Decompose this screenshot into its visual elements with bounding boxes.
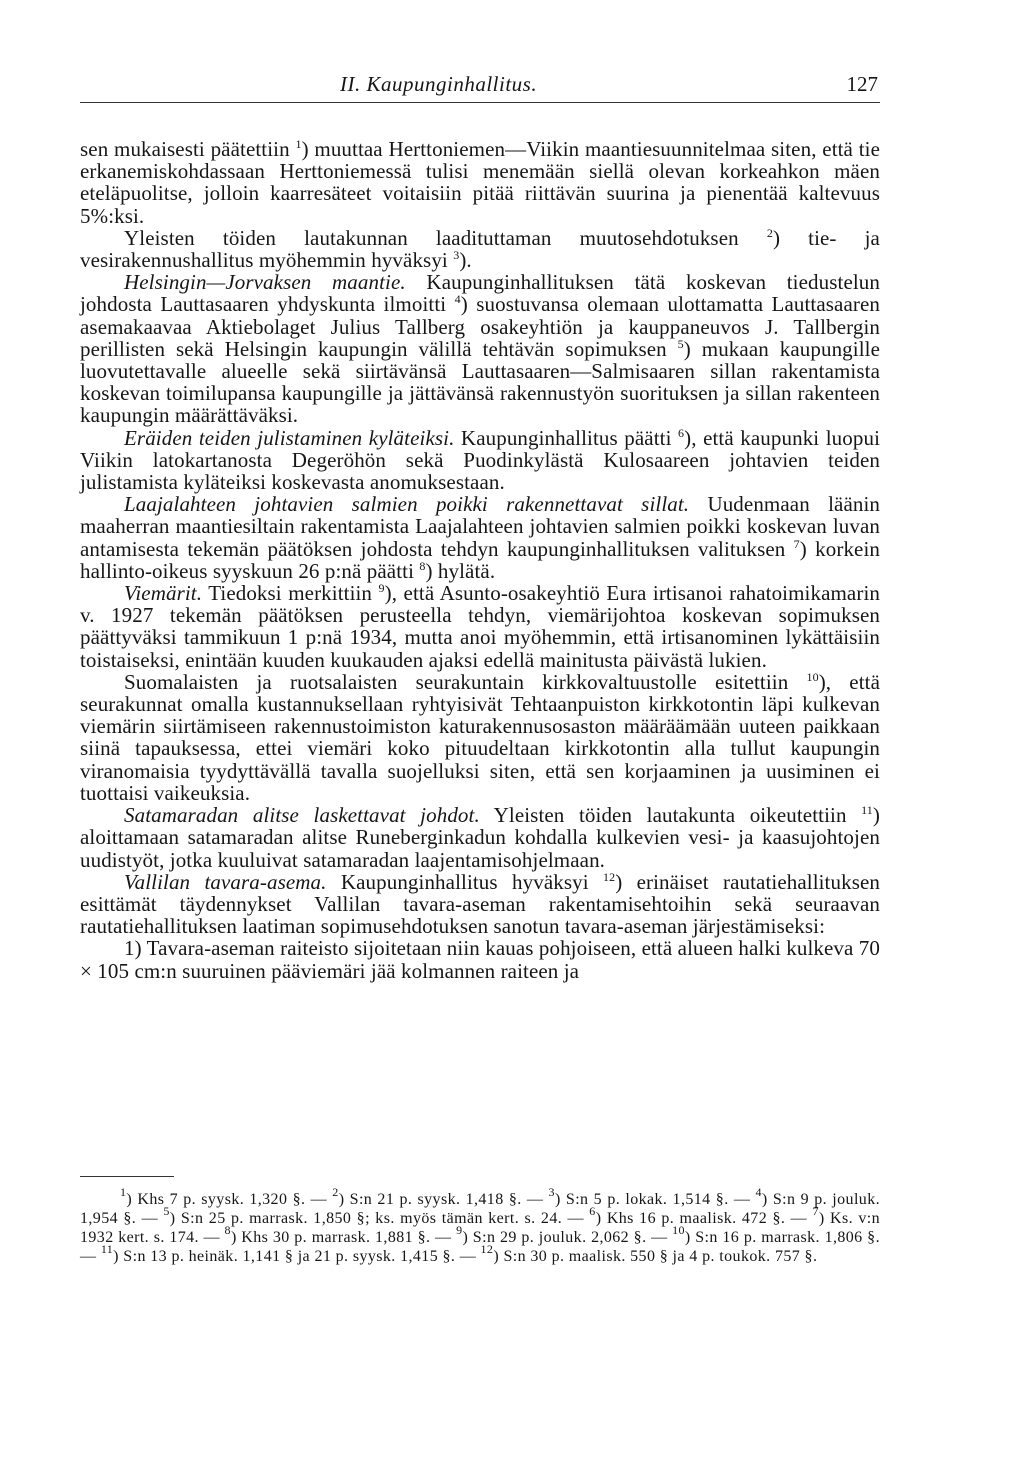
paragraph [80,804,880,871]
paragraph-text: ) hylätä. [425,558,496,583]
paragraph-text: ) aloittamaan satamaradan alitse Runeberginkadun kohdalla kulkevien vesi- ja kaasujohtojen uudistyöt, jotka kuuluivat satamaradan laajentamisohjelmaan. [80,803,880,872]
paragraph-text: ), että kaupunki luopui Viikin latokartanosta Degeröhön sekä Puodinkylästä Kulosaareen johtavien teiden julistamista kyläteiksi koskevasta anomuksestaan. [80,425,881,495]
running-header [80,72,880,103]
footnote: $^4$) S:n 9 p. jouluk. 1,954 §. — [80,1185,880,1227]
paragraph-text: ), että seurakunnat omalla kustannuksellaan ryhtyisivät Tehtaanpuiston kirkkotontin läpi kulkevan viemärin siirtämiseen rakennustoimiston katurakennusosaston määräämään uuteen paikkaan siinä tapauksessa, ettei viemäri koko pituudeltaan kirkkotontin alla tullut kaupungin viranomaisia tyydyttävällä tavalla suojelluksi siten, että sen korjaaminen ja uusiminen ei tuottaisi vaikeuksia. [80,669,880,805]
paragraph [80,271,880,426]
footnote: $^8$) Khs 30 p. marrask. 1,881 §. — [224,1223,457,1246]
paragraph [80,671,880,804]
paragraph-text: ) tie- ja vesirakennushallitus myöhemmin hyväksyi [80,225,880,273]
footnote-ref: 10 [806,669,819,684]
footnote-ref: 3 [453,248,460,263]
footnote: $^5$) S:n 25 p. marrask. 1,850 §; ks. myös tämän kert. s. 24. — [163,1204,590,1227]
section-heading: Vallilan tavara-asema. [124,869,327,894]
paragraph-text: Yleisten töiden lautakunta oikeutettiin [479,803,862,828]
section-heading: Viemärit. [124,581,203,606]
body-text [80,138,880,982]
section-heading: Satamaradan alitse laskettavat johdot. [124,803,480,828]
paragraph-text: ), että Asunto-osakeyhtiö Eura irtisanoi rahatoimikamarin v. 1927 tekemän päätöksen perusteella tehdyn, viemärijohtoa koskevan sopimuksen päättyväksi tammikuun 1 p:nä 1934, mutta anoi myöhemmin, että irtisanominen lykättäisiin toistaiseksi, enintään kuuden kuukauden ajaksi edellä mainitusta päivästä lukien. [80,581,880,672]
footnote-ref: 4 [454,292,461,307]
chapter-title: II. Kaupunginhallitus. [340,72,538,96]
footnote: $^1$) Khs 7 p. syysk. 1,320 §. — [120,1185,333,1208]
paragraph [80,138,880,227]
footnote: $^{11}$) S:n 13 p. heinäk. 1,141 § ja 21 p. syysk. 1,415 §. — [100,1242,481,1265]
paragraph-text: ) mukaan kaupungille luovutettavalle alueelle sekä siirtävänsä Lauttasaaren—Salmisaaren sillan rakentamista koskevan toimilupansa kaupungille ja jättävänsä rakennustyön suorituksen ja sillan rakenteen kaupungin määrättäväksi. [80,336,880,428]
paragraph-text: Yleisten töiden lautakunnan laadituttaman muutosehdotuksen [124,225,767,250]
paragraph-text: Kaupunginhallituksen tätä koskevan tiedustelun johdosta Lauttasaaren yhdyskunta ilmoitti [80,270,880,317]
footnote: $^9$) S:n 29 p. jouluk. 2,062 §. — [456,1223,673,1246]
footnote-divider [80,1176,174,1177]
footnote-block [80,1185,880,1266]
paragraph-text: ) muuttaa Herttoniemen—Viikin maantiesuunnitelmaa siten, että tie erkanemiskohdassaan Herttoniemessä tulisi menemään siellä olevan korkeahkon mäen eteläpuolitse, jolloin kaarresäteet voitaisiin pitää riittävän suurina ja pienentää kaltevuus 5%:ksi. [80,137,880,228]
paragraph-text: ) suostuvansa olemaan ulottamatta Lauttasaaren asemakaavaa Aktiebolaget Julius Tallberg osakeyhtiön ja kauppaneuvos J. Tallbergin perillisten sekä Helsingin kaupungin välillä tehtävän sopimuksen [80,292,881,361]
footnote: $^6$) Khs 16 p. maalisk. 472 §. — [589,1204,813,1227]
paragraph-text: ) korkein hallinto-oikeus syyskuun 26 p:nä päätti [80,536,880,583]
paragraph-text: Uudenmaan läänin maaherran maantiesiltain rakentamista Laajalahteen johtavien salmien poikki koskevan luvan antamisesta tekemän päätöksen johdosta tehdyn kaupunginhallituksen valituksen [80,492,880,561]
paragraph [80,937,880,981]
footnote: $^3$) S:n 5 p. lokak. 1,514 §. — [548,1185,756,1208]
footnote-ref: 11 [861,803,873,818]
section-heading: Eräiden teiden julistaminen kyläteiksi. [124,425,455,450]
paragraph-text: ) erinäiset rautatiehallituksen esittämät täydennykset Vallilan tavara-aseman rakentamisehtoihin sekä seuraavan rautatiehallituksen laatiman sopimusehdotuksen sanotun tavara-aseman järjestämiseksi: [80,869,880,939]
paragraph [80,427,880,494]
footnote-ref: 7 [793,536,800,551]
footnote-ref: 9 [378,581,385,596]
footnotes [80,1185,880,1266]
paragraph-text: Kaupunginhallitus päätti [454,425,679,450]
section-heading: Laajalahteen johtavien salmien poikki rakennettavat sillat. [124,492,690,517]
paragraph-text: Suomalaisten ja ruotsalaisten seurakuntain kirkkovaltuustolle esitettiin [124,669,807,694]
footnote: $^7$) Ks. v:n 1932 kert. s. 174. — [80,1204,880,1246]
paragraph [80,493,880,582]
footnote: $^{12}$) S:n 30 p. maalisk. 550 § ja 4 p. toukok. 757 §. [480,1242,818,1265]
paragraph [80,582,880,671]
paragraph-text: Kaupunginhallitus hyväksyi [326,869,603,894]
paragraph-text: 1) Tavara-aseman raiteisto sijoitetaan niin kauas pohjoiseen, että alueen halki kulkeva 70 × 105 cm:n suuruinen pääviemäri jää kolmannen raiteen ja [80,936,880,983]
page-number: 127 [846,72,878,96]
footnote: $^2$) S:n 21 p. syysk. 1,418 §. — [332,1185,549,1208]
section-heading: Helsingin—Jorvaksen maantie. [124,270,406,295]
footnote-ref: 12 [602,869,616,884]
paragraph-text: ). [459,248,472,273]
paragraph [80,871,880,938]
footnote-ref: 8 [419,558,426,573]
paragraph [80,227,880,271]
footnote: $^{10}$) S:n 16 p. marrask. 1,806 §. — [80,1223,880,1265]
paragraph-text: Tiedoksi merkittiin [202,581,379,606]
footnote-ref: 6 [678,425,685,440]
paragraph-text: sen mukaisesti päätettiin [80,137,296,161]
footnote-ref: 5 [677,336,684,351]
footnote-ref: 1 [295,137,302,151]
footnote-ref: 2 [766,225,773,240]
